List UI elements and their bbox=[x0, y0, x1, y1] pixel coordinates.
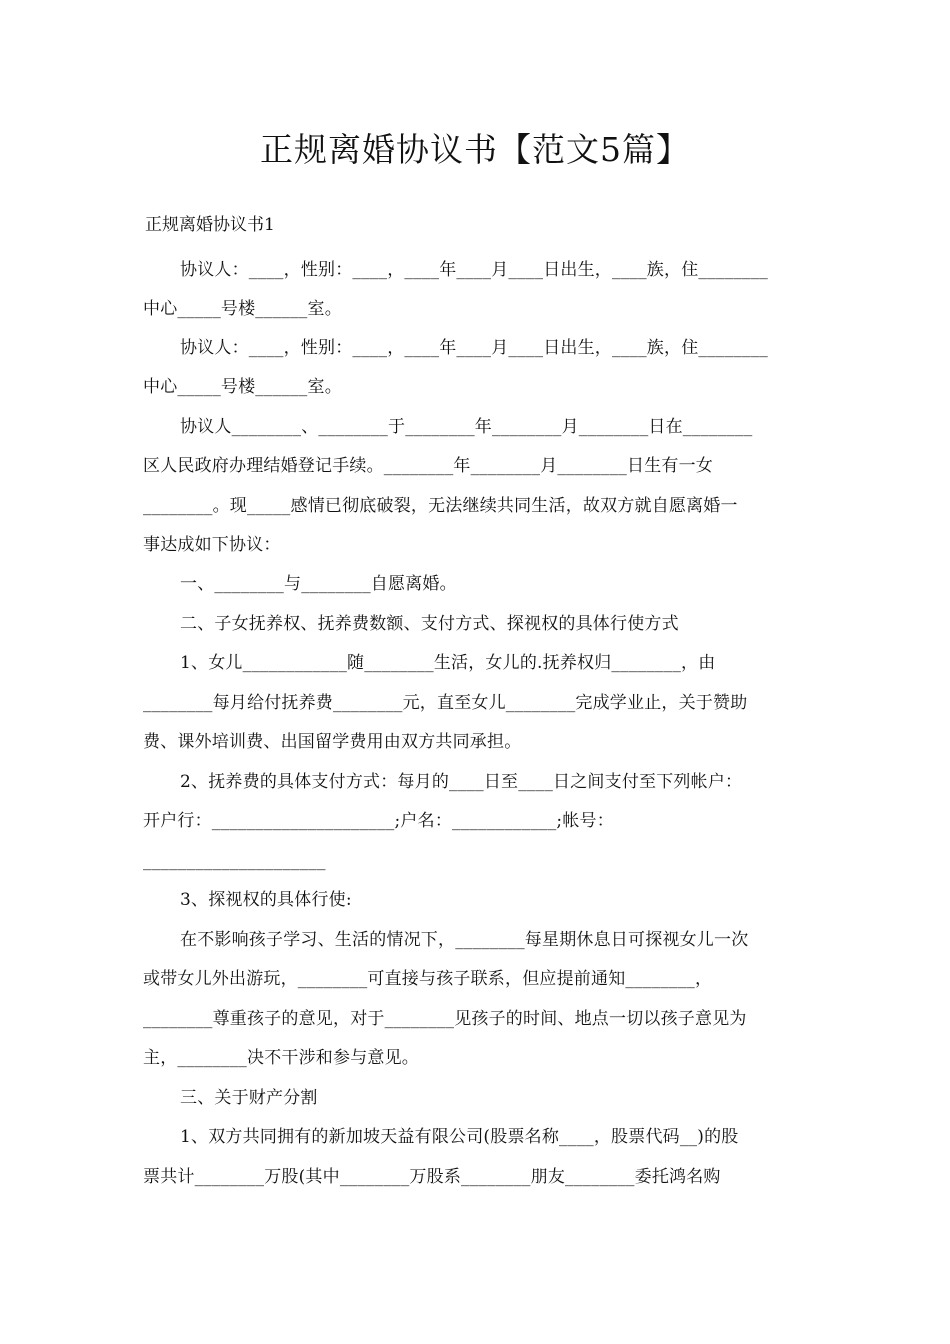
paragraph-line: 在不影响孩子学习、生活的情况下，________每星期休息日可探视女儿一次 bbox=[180, 930, 749, 950]
paragraph-line: 协议人________、________于________年________月________日在________ bbox=[180, 417, 753, 437]
paragraph-line: ________尊重孩子的意见，对于________见孩子的时间、地点一切以孩子意见为 bbox=[143, 1009, 747, 1029]
paragraph-line: 主，________决不干涉和参与意见。 bbox=[143, 1048, 419, 1068]
document-title: 正规离婚协议书【范文5篇】 bbox=[260, 130, 690, 169]
paragraph-line: 二、子女抚养权、抚养费数额、支付方式、探视权的具体行使方式 bbox=[180, 614, 679, 634]
paragraph-line: 三、关于财产分割 bbox=[180, 1088, 318, 1108]
paragraph-line: 中心_____号楼______室。 bbox=[143, 299, 342, 319]
paragraph-line: 票共计________万股(其中________万股系________朋友________委托鸿名购 bbox=[143, 1167, 721, 1187]
paragraph-line: 2、抚养费的具体支付方式：每月的____日至____日之间支付至下列帐户： bbox=[180, 772, 743, 792]
paragraph-line: 费、课外培训费、出国留学费用由双方共同承担。 bbox=[143, 732, 522, 752]
paragraph-line: ________每月给付抚养费________元，直至女儿________完成学业止，关于赞助 bbox=[143, 693, 748, 713]
paragraph-line: 开户行：_____________________;户名：____________;帐号： bbox=[143, 811, 614, 831]
paragraph-line: ________。现_____感情已彻底破裂，无法继续共同生活，故双方就自愿离婚一 bbox=[143, 496, 738, 516]
paragraph-line: 或带女儿外出游玩，________可直接与孩子联系，但应提前通知________， bbox=[143, 969, 713, 989]
paragraph-line: 事达成如下协议： bbox=[143, 535, 281, 555]
paragraph-line: 1、双方共同拥有的新加坡天益有限公司(股票名称____，股票代码__)的股 bbox=[180, 1127, 739, 1147]
paragraph-line: 一、________与________自愿离婚。 bbox=[180, 574, 457, 594]
paragraph-line: 3、探视权的具体行使: bbox=[180, 890, 352, 910]
paragraph-line: 中心_____号楼______室。 bbox=[143, 377, 342, 397]
paragraph-line: 区人民政府办理结婚登记手续。________年________月________日生有一女 bbox=[143, 456, 713, 476]
paragraph-line: 协议人：____，性别：____，____年____月____日出生，____族，住________ bbox=[180, 260, 768, 280]
paragraph-line: 1、女儿____________随________生活，女儿的.抚养权归________，由 bbox=[180, 653, 716, 673]
paragraph-line: 协议人：____，性别：____，____年____月____日出生，____族，住________ bbox=[180, 338, 768, 358]
paragraph-line: _____________________ bbox=[143, 851, 326, 871]
section-heading: 正规离婚协议书1 bbox=[145, 215, 275, 235]
